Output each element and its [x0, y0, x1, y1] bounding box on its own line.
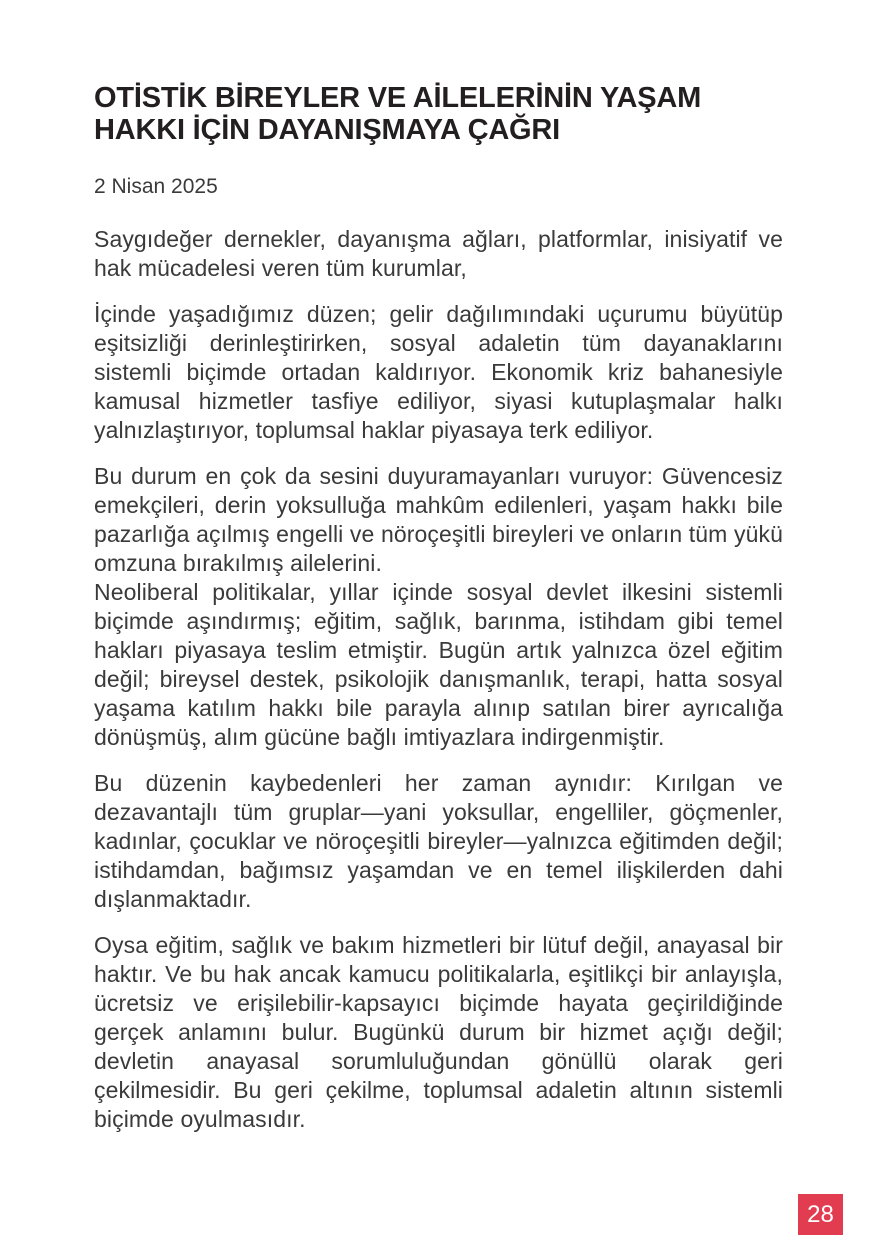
paragraph-salutation: Saygıdeğer dernekler, dayanışma ağları, platformlar, inisiyatif ve hak mücadelesi veren tüm kurumlar, [94, 226, 783, 281]
page-title-line-2: HAKKI İÇİN DAYANIŞMAYA ÇAĞRI [94, 114, 561, 146]
paragraph-constitutional-right: Oysa eğitim, sağlık ve bakım hizmetleri bir lütuf değil, anayasal bir haktır. Ve bu hak ancak kamucu politikalarla, eşitlikçi bir anlayışla, ücretsiz ve erişilebilir-kapsayıcı biçimde hayata geçirildiğinde gerçek anlamını bulur. Bugünkü durum bir hizmet açığı değil; devletin anayasal sorumluluğundan gönüllü olarak geri çekilmesidir. Bu geri çekilme, toplumsal adaletin altının sistemli biçimde oyulmasıdır. [94, 932, 783, 1132]
page-number-badge: 28 [798, 1194, 843, 1235]
paragraph-economic-order: İçinde yaşadığımız düzen; gelir dağılımındaki uçurumu büyütüp eşitsizliği derinleştirirken, sosyal adaletin tüm dayanaklarını sistemli biçimde ortadan kaldırıyor. Ekonomik kriz bahanesiyle kamusal hizmetler tasfiye ediliyor, siyasi kutuplaşmalar halkı yalnızlaştırıyor, toplumsal haklar piyasaya terk ediliyor. [94, 301, 783, 443]
page-title-line-1: OTİSTİK BİREYLER VE AİLELERİNİN YAŞAM [94, 82, 702, 114]
paragraph-losers-of-system: Bu düzenin kaybedenleri her zaman aynıdır: Kırılgan ve dezavantajlı tüm gruplar—yani yoksullar, engelliler, göçmenler, kadınlar, çocuklar ve nöroçeşitli bireyler—yalnızca eğitimden değil; istihdamdan, bağımsız yaşamdan ve en temel ilişkilerden dahi dışlanmaktadır. [94, 770, 783, 912]
page-title [94, 82, 783, 146]
paragraph-affected-groups: Bu durum en çok da sesini duyuramayanları vuruyor: Güvencesiz emekçileri, derin yoksulluğa mahkûm edilenleri, yaşam hakkı bile pazarlığa açılmış engelli ve nöroçeşitli bireyleri ve onların tüm yükü omzuna bırakılmış ailelerini. [94, 463, 783, 576]
document-date: 2 Nisan 2025 [94, 175, 218, 198]
paragraph-neoliberal-policies: Neoliberal politikalar, yıllar içinde sosyal devlet ilkesini sistemli biçimde aşındırmış; eğitim, sağlık, barınma, istihdam gibi temel hakları piyasaya teslim etmiştir. Bugün artık yalnızca özel eğitim değil; bireysel destek, psikolojik danışmanlık, terapi, hatta sosyal yaşama katılım hakkı bile parayla alınıp satılan birer ayrıcalığa dönüşmüş, alım gücüne bağlı imtiyazlara indirgenmiştir. [94, 579, 783, 750]
